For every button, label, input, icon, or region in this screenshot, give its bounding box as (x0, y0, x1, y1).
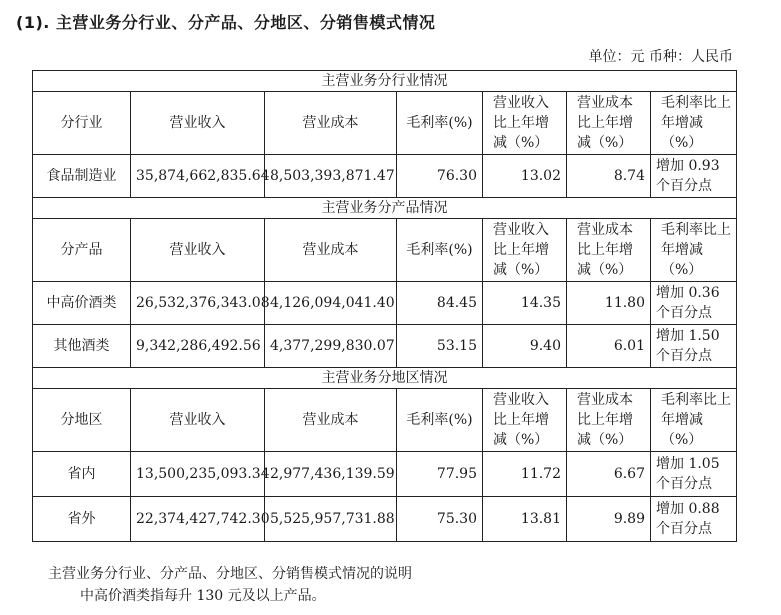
section-title-row (33, 368, 737, 389)
header-cost-change: 营业成本比上年增减（%） (567, 389, 651, 452)
header-cost: 营业成本 (265, 92, 397, 155)
row-name: 中高价酒类 (33, 282, 131, 325)
note-title: 主营业务分行业、分产品、分地区、分销售模式情况的说明 (48, 566, 412, 582)
header-margin: 毛利率(%) (397, 389, 483, 452)
row-cost: 4,377,299,830.07 (265, 325, 397, 368)
header-revenue-change: 营业收入比上年增减（%） (483, 219, 567, 282)
row-cost: 4,126,094,041.40 (265, 282, 397, 325)
row-cost-change: 8.74 (567, 155, 651, 198)
row-margin-change: 增加 0.88 个百分点 (651, 497, 737, 542)
header-cost: 营业成本 (265, 219, 397, 282)
row-revenue-change: 13.02 (483, 155, 567, 198)
header-margin-change: 毛利率比上年增减（%） (651, 92, 737, 155)
row-revenue: 26,532,376,343.08 (131, 282, 265, 325)
table-row (33, 452, 737, 497)
table-row (33, 282, 737, 325)
row-revenue-change: 14.35 (483, 282, 567, 325)
row-margin: 77.95 (397, 452, 483, 497)
row-name: 省外 (33, 497, 131, 542)
row-cost: 2,977,436,139.59 (265, 452, 397, 497)
row-cost-change: 6.67 (567, 452, 651, 497)
header-revenue-change: 营业收入比上年增减（%） (483, 389, 567, 452)
row-margin: 84.45 (397, 282, 483, 325)
header-row (33, 219, 737, 282)
row-margin-change: 增加 1.50 个百分点 (651, 325, 737, 368)
header-row (33, 389, 737, 452)
row-cost: 5,525,957,731.88 (265, 497, 397, 542)
explanation-note (48, 563, 412, 607)
table-row (33, 497, 737, 542)
header-first-col: 分产品 (33, 219, 131, 282)
row-revenue: 22,374,427,742.30 (131, 497, 265, 542)
section-title: 主营业务分产品情况 (33, 198, 737, 219)
row-revenue: 13,500,235,093.34 (131, 452, 265, 497)
table-row (33, 155, 737, 198)
header-cost-change: 营业成本比上年增减（%） (567, 219, 651, 282)
unit-currency-label: 单位：元 币种：人民币 (588, 49, 733, 65)
section-title: 主营业务分地区情况 (33, 368, 737, 389)
section-heading: (1). 主营业务分行业、分产品、分地区、分销售模式情况 (16, 13, 436, 32)
header-cost-change: 营业成本比上年增减（%） (567, 92, 651, 155)
row-revenue-change: 11.72 (483, 452, 567, 497)
header-margin: 毛利率(%) (397, 92, 483, 155)
header-first-col: 分地区 (33, 389, 131, 452)
section-title-row (33, 71, 737, 92)
row-cost-change: 6.01 (567, 325, 651, 368)
section-title-row (33, 198, 737, 219)
row-revenue: 9,342,286,492.56 (131, 325, 265, 368)
header-revenue: 营业收入 (131, 389, 265, 452)
row-name: 省内 (33, 452, 131, 497)
row-revenue-change: 13.81 (483, 497, 567, 542)
row-cost: 8,503,393,871.47 (265, 155, 397, 198)
row-margin-change: 增加 0.36 个百分点 (651, 282, 737, 325)
row-margin: 76.30 (397, 155, 483, 198)
header-margin-change: 毛利率比上年增减（%） (651, 219, 737, 282)
row-revenue: 35,874,662,835.64 (131, 155, 265, 198)
header-revenue-change: 营业收入比上年增减（%） (483, 92, 567, 155)
header-margin-change: 毛利率比上年增减（%） (651, 389, 737, 452)
header-revenue: 营业收入 (131, 219, 265, 282)
row-revenue-change: 9.40 (483, 325, 567, 368)
section-title: 主营业务分行业情况 (33, 71, 737, 92)
header-row (33, 92, 737, 155)
header-revenue: 营业收入 (131, 92, 265, 155)
row-margin-change: 增加 1.05 个百分点 (651, 452, 737, 497)
table-row (33, 325, 737, 368)
row-margin-change: 增加 0.93 个百分点 (651, 155, 737, 198)
row-margin: 53.15 (397, 325, 483, 368)
row-name: 其他酒类 (33, 325, 131, 368)
row-margin: 75.30 (397, 497, 483, 542)
header-first-col: 分行业 (33, 92, 131, 155)
header-cost: 营业成本 (265, 389, 397, 452)
row-cost-change: 11.80 (567, 282, 651, 325)
row-name: 食品制造业 (33, 155, 131, 198)
header-margin: 毛利率(%) (397, 219, 483, 282)
main-business-table (32, 70, 737, 542)
note-text: 中高价酒类指每升 130 元及以上产品。 (80, 588, 326, 604)
row-cost-change: 9.89 (567, 497, 651, 542)
